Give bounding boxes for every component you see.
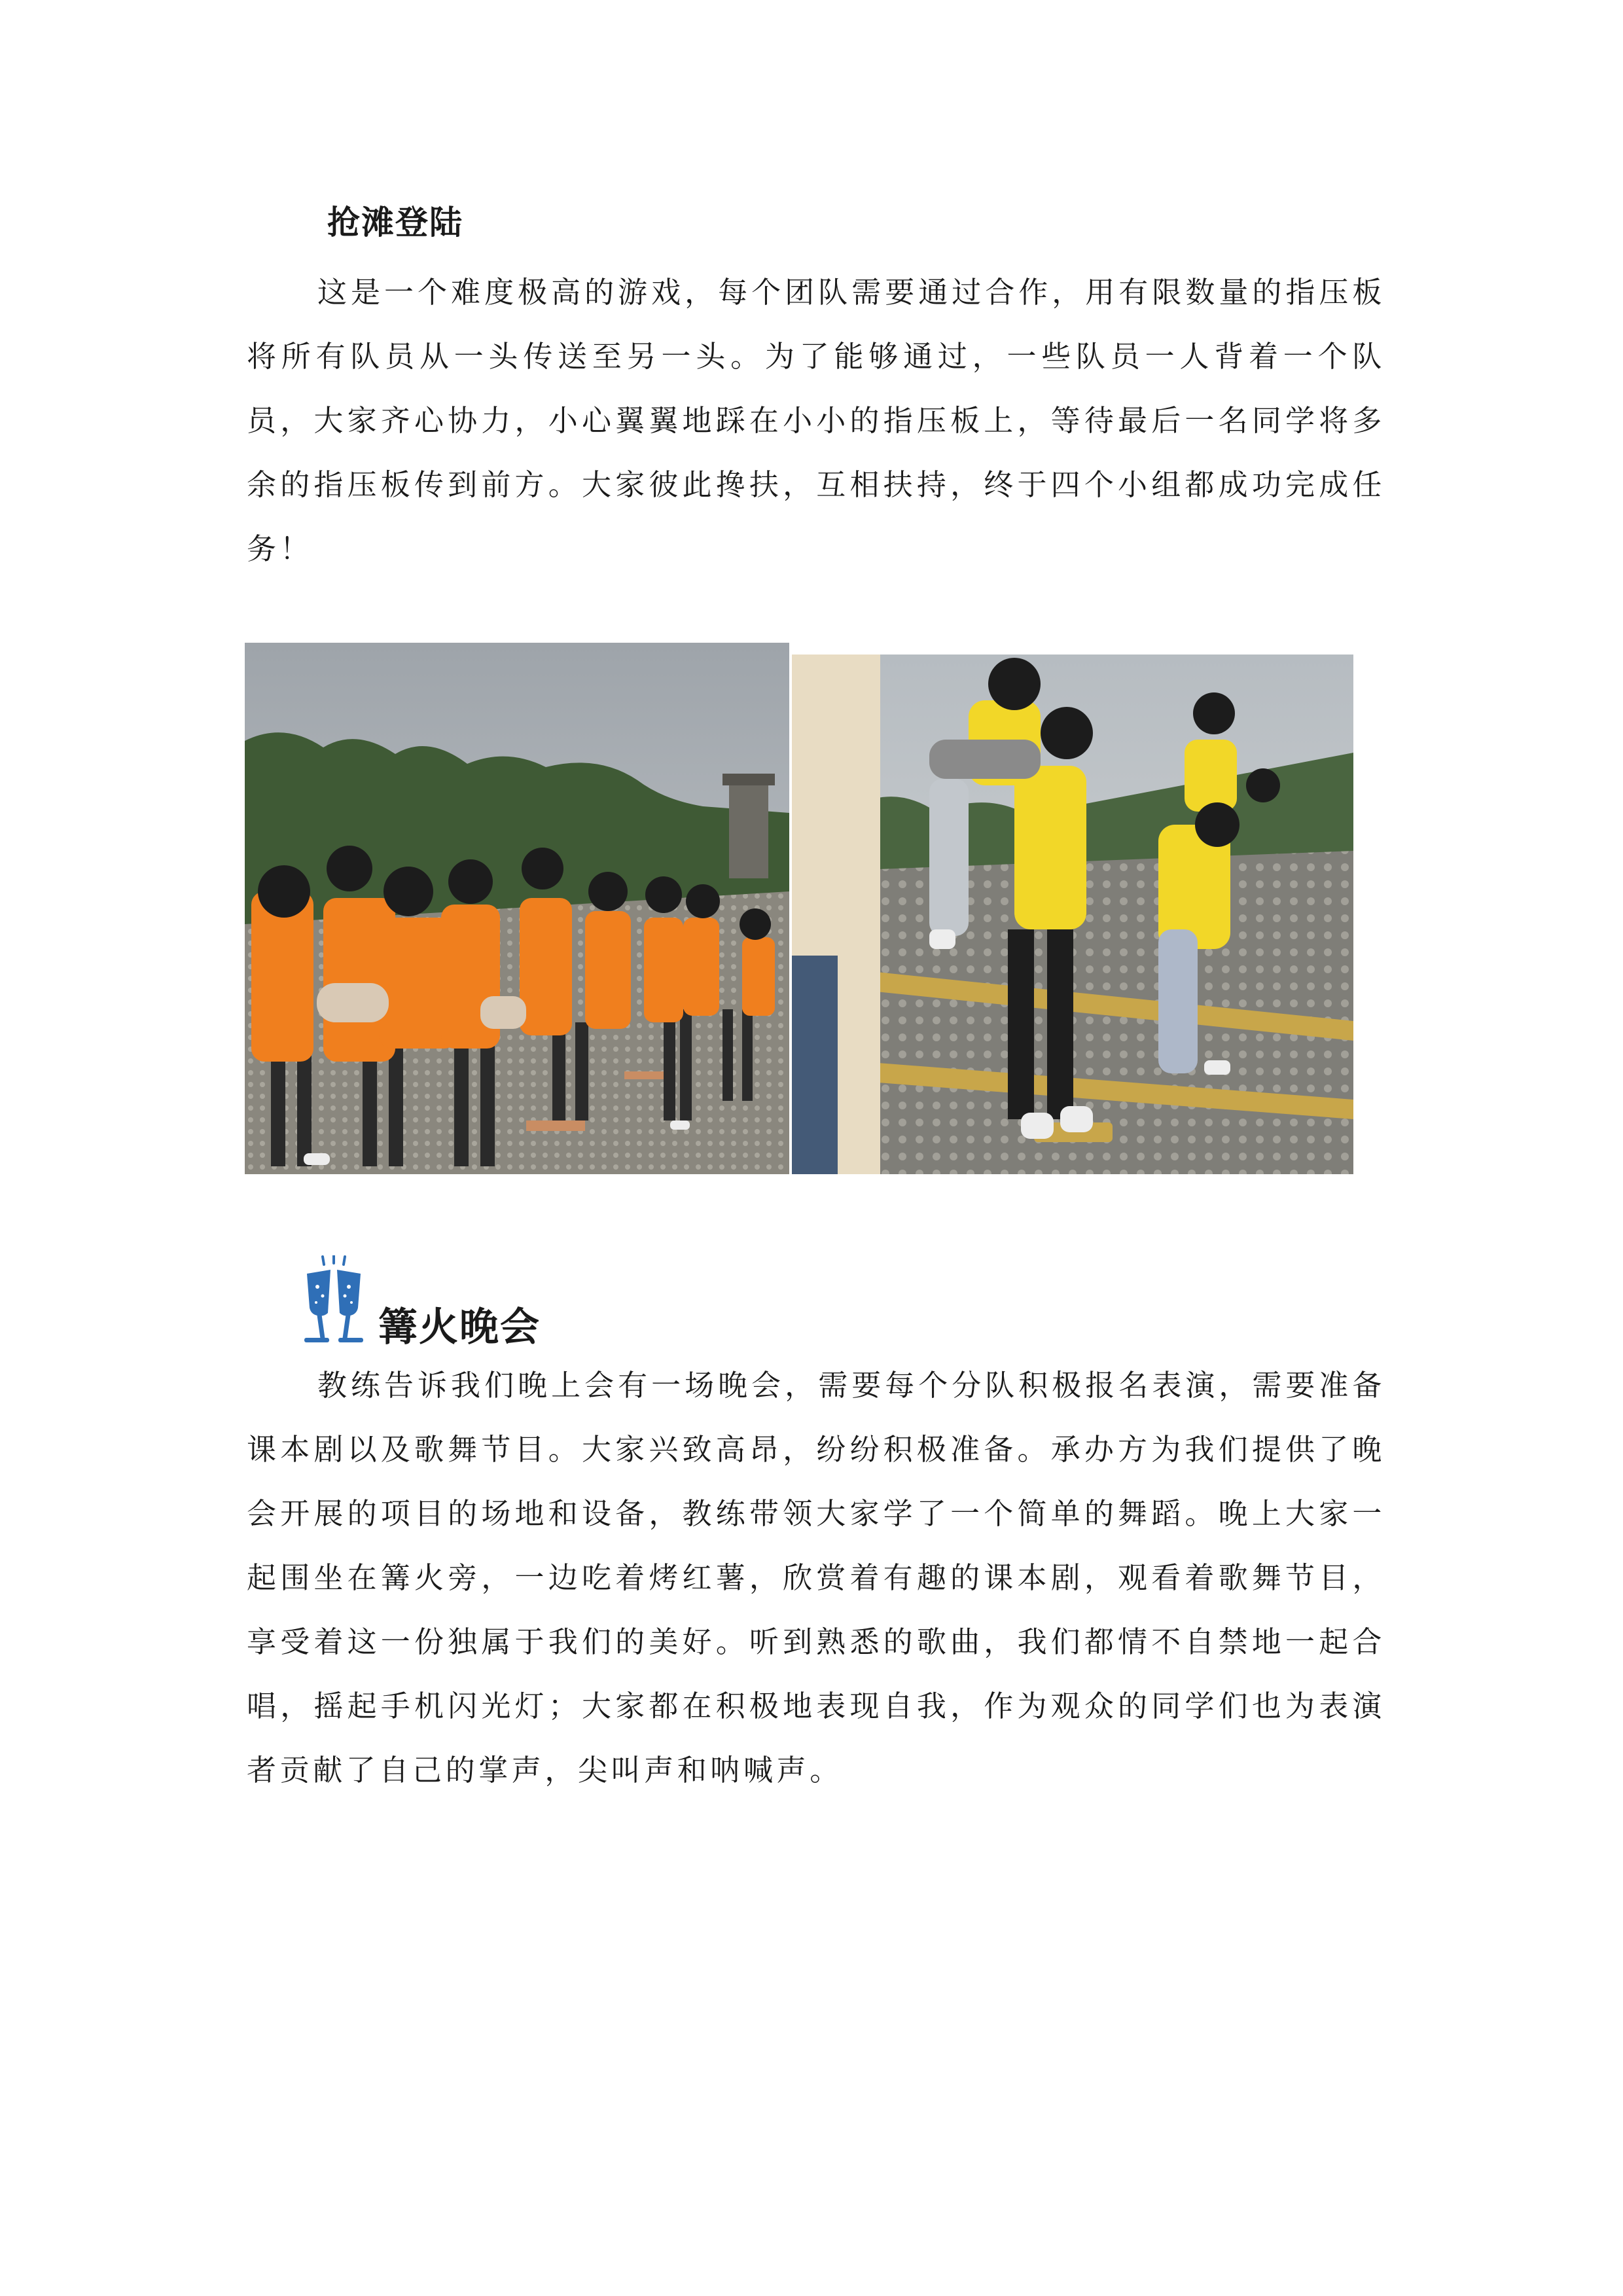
group-photo-icon xyxy=(792,655,1353,1174)
photo-piggyback-orange-team xyxy=(245,643,789,1174)
section-paragraph-bonfire-party: 教练告诉我们晚上会有一场晚会，需要每个分队积极报名表演，需要准备课本剧以及歌舞节目。大家兴致高昂，纷纷积极准备。承办方为我们提供了晚会开展的项目的场地和设备，教练带领大家学了一个简单的舞蹈。晚上大家一起围坐在篝火旁，一边吃着烤红薯，欣赏着有趣的课本剧，观看着歌舞节目，享受着这一份独属于我们的美好。听到熟悉的歌曲，我们都情不自禁地一起合唱，摇起手机闪光灯；大家都在积极地表现自我，作为观众的同学们也为表演者贡献了自己的掌声，尖叫声和呐喊声。 xyxy=(247,1368,1385,1787)
section-heading-beach-landing: 抢滩登陆 xyxy=(327,204,463,242)
section-heading-bonfire-party: 篝火晚会 xyxy=(378,1304,541,1350)
champagne-toast-icon xyxy=(298,1255,370,1348)
photo-piggyback-yellow-team xyxy=(792,655,1353,1174)
section-paragraph-beach-landing: 这是一个难度极高的游戏，每个团队需要通过合作，用有限数量的指压板将所有队员从一头传送至另一头。为了能够通过，一些队员一人背着一个队员，大家齐心协力，小心翼翼地踩在小小的指压板上，等待最后一名同学将多余的指压板传到前方。大家彼此搀扶，互相扶持，终于四个小组都成功完成任务！ xyxy=(247,275,1385,566)
group-photo-icon xyxy=(245,643,789,1174)
